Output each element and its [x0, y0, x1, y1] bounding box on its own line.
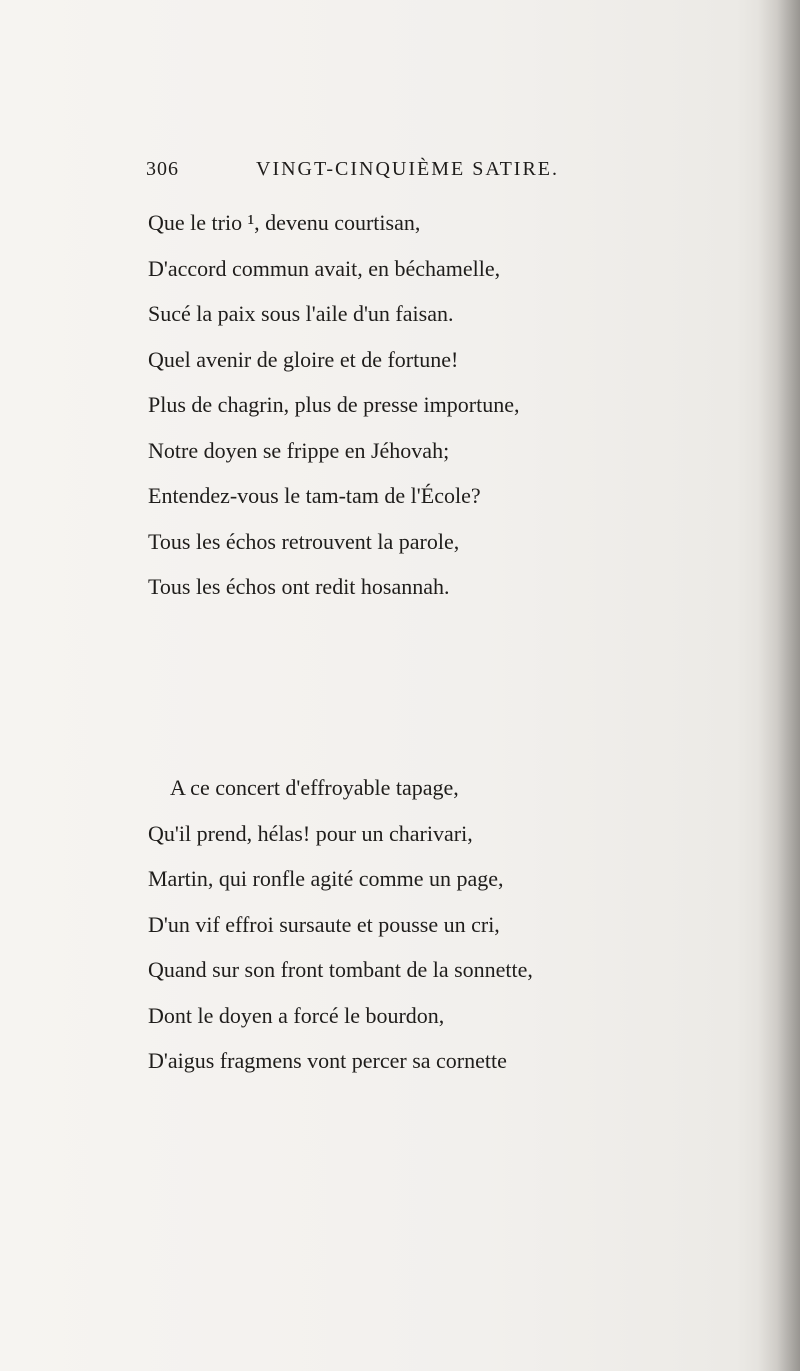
page-number: 306 [146, 158, 179, 180]
verse-line: Que le trio ¹, devenu courtisan, [148, 210, 421, 235]
verse-line: Notre doyen se frippe en Jéhovah; [148, 437, 450, 463]
verse-line: Qu'il prend, hélas! pour un charivari, [148, 820, 473, 846]
verse-line: D'aigus fragmens vont percer sa cornette [148, 1048, 507, 1073]
verse-line: A ce concert d'effroyable tapage, [170, 775, 459, 800]
verse-line: Quand sur son front tombant de la sonnette, [148, 957, 533, 982]
stanza-1 [148, 200, 520, 610]
verse-line: Sucé la paix sous l'aile d'un faisan. [148, 301, 454, 326]
verse-line: Tous les échos retrouvent la parole, [148, 528, 460, 554]
page-edge-shadow [758, 0, 800, 1371]
verse-line: D'un vif effroi sursaute et pousse un cri, [148, 911, 500, 937]
verse-line: Plus de chagrin, plus de presse importune, [148, 392, 520, 417]
verse-line: Martin, qui ronfle agité comme un page, [148, 866, 504, 891]
verse-line: Tous les échos ont redit hosannah. [148, 574, 450, 599]
running-header [146, 150, 586, 190]
verse-line: Quel avenir de gloire et de fortune! [148, 346, 459, 372]
running-title: VINGT-CINQUIÈME SATIRE. [256, 158, 560, 180]
stanza-2 [148, 765, 533, 1084]
verse-line: Entendez-vous le tam-tam de l'École? [148, 483, 481, 508]
verse-line: Dont le doyen a forcé le bourdon, [148, 1002, 445, 1028]
verse-line: D'accord commun avait, en béchamelle, [148, 255, 501, 281]
